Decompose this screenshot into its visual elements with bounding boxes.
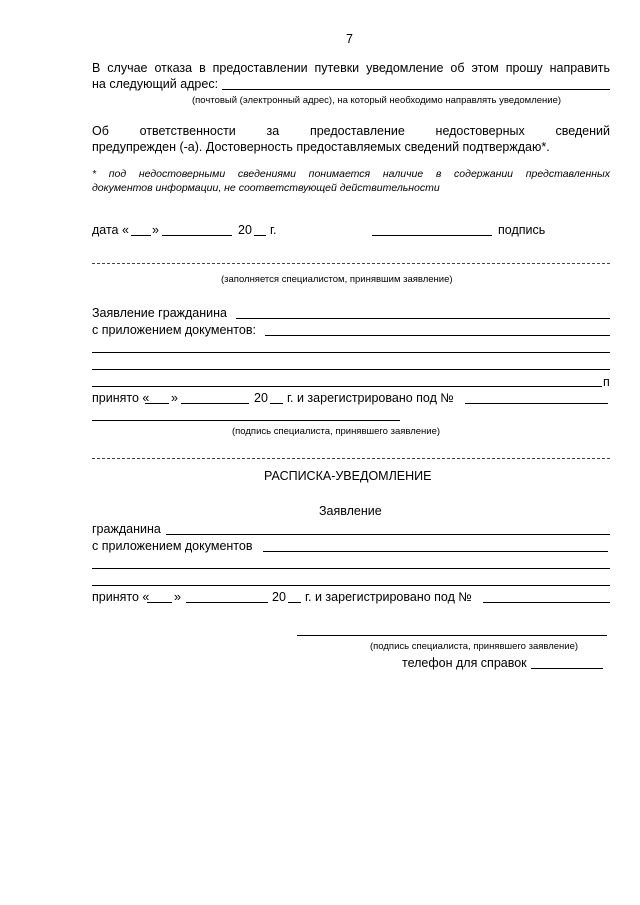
phone-field[interactable] [531, 668, 603, 669]
address-field[interactable] [222, 89, 610, 90]
responsibility-text-line-1: Об ответственности за предоставление недостоверных сведений [92, 124, 610, 138]
accepted-year-field[interactable] [270, 403, 283, 404]
receipt-signature-field[interactable] [297, 635, 607, 636]
footnote-line-2: документов информации, не соответствующей действительности [92, 182, 440, 194]
phone-label: телефон для справок [402, 656, 527, 670]
page-number: 7 [346, 32, 353, 46]
date-prefix: дата « [92, 223, 129, 237]
receipt-accepted-year-prefix: 20 [272, 590, 286, 604]
responsibility-text-line-2: предупрежден (-а). Достоверность предоставляемых сведений подтверждаю*. [92, 140, 550, 154]
receipt-accepted-month-field[interactable] [186, 602, 268, 603]
separator-2 [92, 458, 610, 459]
refusal-text-line-2: на следующий адрес: [92, 77, 219, 91]
footnote-line-1: * под недостоверными сведениями понимается наличие в содержании представленных [92, 168, 610, 180]
receipt-attachments-line-3[interactable] [92, 585, 610, 586]
date-mid: » [152, 223, 159, 237]
receipt-sign-hint: (подпись специалиста, принявшего заявление) [370, 641, 579, 652]
receipt-attachments-line-2[interactable] [92, 568, 610, 569]
attachments-end-char: п [603, 375, 610, 389]
accepted-year-prefix: 20 [254, 391, 268, 405]
receipt-title: РАСПИСКА-УВЕДОМЛЕНИЕ [264, 469, 432, 483]
receipt-registration-number-field[interactable] [483, 602, 610, 603]
receipt-accepted-year-field[interactable] [288, 602, 301, 603]
citizen-name-field[interactable] [236, 318, 610, 319]
specialist-signature-field[interactable] [92, 420, 400, 421]
attachments-label: с приложением документов: [92, 323, 256, 337]
registration-number-field[interactable] [465, 403, 608, 404]
separator-1 [92, 263, 610, 264]
accepted-mid: » [171, 391, 178, 405]
accepted-prefix: принято « [92, 391, 150, 405]
address-hint: (почтовый (электронный адрес), на который необходимо направлять уведомление) [192, 95, 562, 106]
accepted-month-field[interactable] [181, 403, 249, 404]
receipt-citizen-label: гражданина [92, 522, 161, 536]
date-year-field[interactable] [254, 235, 266, 236]
date-month-field[interactable] [162, 235, 232, 236]
attachments-line-4[interactable] [92, 386, 602, 387]
accepted-day-field[interactable] [145, 403, 169, 404]
receipt-accepted-prefix: принято « [92, 590, 150, 604]
receipt-accepted-mid: » [174, 590, 181, 604]
signature-label: подпись [498, 223, 546, 237]
specialist-sign-hint: (подпись специалиста, принявшего заявление) [232, 426, 441, 437]
receipt-subtitle: Заявление [319, 504, 382, 518]
date-day-field[interactable] [131, 235, 151, 236]
receipt-attachments-field[interactable] [263, 551, 608, 552]
registered-label: г. и зарегистрировано под № [287, 391, 454, 405]
date-year-suffix: г. [270, 223, 277, 237]
signature-field[interactable] [372, 235, 492, 236]
specialist-note: (заполняется специалистом, принявшим заявление) [221, 274, 453, 285]
date-year-prefix: 20 [238, 223, 252, 237]
attachments-field[interactable] [265, 335, 610, 336]
receipt-registered-label: г. и зарегистрировано под № [305, 590, 472, 604]
attachments-line-3[interactable] [92, 369, 610, 370]
attachments-line-2[interactable] [92, 352, 610, 353]
refusal-text-line-1: В случае отказа в предоставлении путевки уведомление об этом прошу направить [92, 61, 610, 75]
receipt-citizen-field[interactable] [166, 534, 610, 535]
application-label: Заявление гражданина [92, 306, 227, 320]
receipt-accepted-day-field[interactable] [147, 602, 172, 603]
receipt-attachments-label: с приложением документов [92, 539, 253, 553]
